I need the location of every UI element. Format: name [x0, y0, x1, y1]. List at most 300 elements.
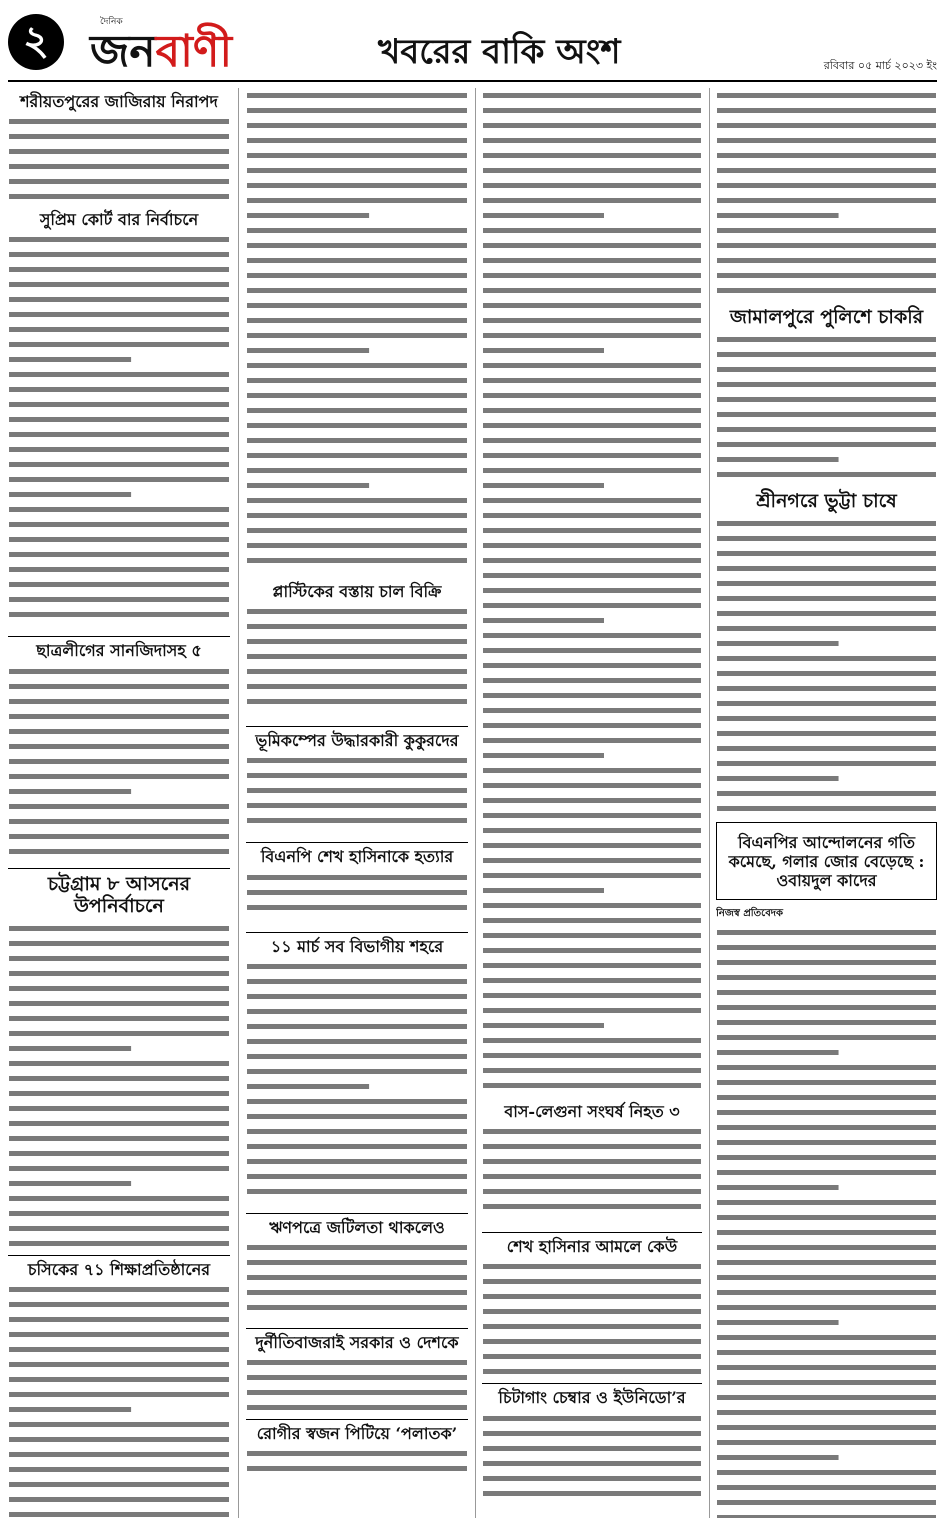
text-line — [483, 723, 701, 728]
text-line — [247, 1009, 467, 1014]
text-line — [717, 442, 936, 447]
text-line — [483, 453, 701, 458]
text-line — [9, 1452, 229, 1457]
text-line — [717, 746, 936, 751]
text-line — [483, 693, 701, 698]
text-line — [483, 768, 701, 773]
headline: শরীয়তপুরের জাজিরায় নিরাপদ — [20, 92, 218, 111]
text-line — [483, 1339, 701, 1344]
text-line — [9, 402, 229, 407]
text-lines — [246, 870, 468, 928]
text-line — [717, 1305, 936, 1310]
text-line — [717, 1320, 839, 1325]
text-line — [483, 1491, 701, 1496]
headline: বাস-লেগুনা সংঘর্ষ নিহত ৩ — [504, 1102, 680, 1121]
headline: ভূমিকম্পের উদ্ধারকারী কুকুরদের — [255, 731, 459, 751]
text-line — [483, 873, 701, 878]
text-line — [717, 1110, 936, 1115]
text-line — [9, 1061, 229, 1066]
headline: ১১ মার্চ সব বিভাগীয় শহরে — [270, 936, 444, 956]
text-line — [717, 716, 936, 721]
text-line — [483, 573, 701, 578]
text-line — [9, 507, 229, 512]
text-line — [717, 536, 936, 541]
text-line — [717, 198, 936, 203]
text-line — [483, 348, 604, 353]
article-body — [8, 664, 230, 864]
article-body — [8, 1282, 230, 1518]
text-line — [717, 1005, 936, 1010]
text-line — [9, 1287, 229, 1292]
text-line — [9, 684, 229, 689]
text-line — [9, 1121, 229, 1126]
headline: ঋণপত্রে জটিলতা থাকলেও — [269, 1217, 445, 1237]
article-body — [246, 870, 468, 928]
logo-name-part2: বাণী — [155, 26, 233, 77]
text-line — [9, 164, 229, 169]
headline: বিএনপি শেখ হাসিনাকে হত্যার — [260, 847, 454, 867]
text-line — [483, 483, 604, 488]
text-line — [483, 1461, 701, 1466]
text-line — [9, 1347, 229, 1352]
text-line — [247, 363, 467, 368]
article-body — [482, 88, 702, 1098]
text-line — [9, 1031, 229, 1036]
headline: চট্টগ্রাম ৮ আসনের উপনির্বাচনে — [47, 872, 191, 918]
text-line — [483, 933, 701, 938]
text-line — [247, 1260, 467, 1265]
text-line — [717, 1275, 936, 1280]
text-line — [247, 654, 467, 659]
text-line — [247, 213, 369, 218]
text-line — [717, 761, 936, 766]
text-line — [247, 699, 467, 704]
text-line — [717, 288, 936, 293]
text-line — [483, 303, 701, 308]
text-line — [483, 558, 701, 563]
text-line — [247, 378, 467, 383]
text-line — [247, 788, 467, 793]
text-line — [483, 528, 701, 533]
article-body — [246, 753, 468, 838]
text-line — [247, 453, 467, 458]
text-line — [9, 522, 229, 527]
text-line — [247, 1069, 467, 1074]
text-line — [717, 1155, 936, 1160]
text-line — [247, 1159, 467, 1164]
text-line — [247, 333, 467, 338]
text-line — [9, 252, 229, 257]
text-line — [9, 1181, 131, 1186]
text-line — [9, 1332, 229, 1337]
text-line — [717, 1425, 936, 1430]
text-line — [9, 597, 229, 602]
text-line — [483, 513, 701, 518]
text-line — [717, 1035, 936, 1040]
text-line — [717, 183, 936, 188]
text-lines — [246, 88, 468, 578]
text-line — [247, 875, 467, 880]
text-line — [9, 1482, 229, 1487]
text-line — [247, 1466, 467, 1471]
text-line — [483, 963, 701, 968]
text-line — [717, 1260, 936, 1265]
text-line — [717, 1365, 936, 1370]
column-4 — [716, 88, 937, 1518]
article-body — [716, 332, 937, 486]
text-line — [9, 1076, 229, 1081]
text-line — [9, 774, 229, 779]
text-line — [717, 367, 936, 372]
text-line — [247, 1174, 467, 1179]
text-line — [9, 1407, 131, 1412]
text-line — [247, 994, 467, 999]
text-lines — [8, 664, 230, 864]
text-line — [717, 1215, 936, 1220]
text-lines — [8, 114, 230, 206]
text-line — [9, 447, 229, 452]
text-line — [717, 412, 936, 417]
text-line — [717, 791, 936, 796]
text-line — [9, 1166, 229, 1171]
text-line — [247, 483, 369, 488]
text-line — [247, 1189, 467, 1194]
text-line — [717, 273, 936, 278]
text-line — [9, 327, 229, 332]
text-line — [9, 1151, 229, 1156]
text-line — [717, 521, 936, 526]
section-title: খবরের বাকি অংশ — [378, 32, 621, 72]
text-line — [9, 1362, 229, 1367]
text-line — [247, 1099, 467, 1104]
headline: জামালপুরে পুলিশে চাকরি — [729, 306, 924, 328]
text-lines — [482, 1259, 702, 1379]
text-line — [247, 758, 467, 763]
article-body — [716, 88, 937, 302]
text-line — [717, 686, 936, 691]
text-line — [247, 669, 467, 674]
text-line — [483, 783, 701, 788]
text-line — [483, 993, 701, 998]
text-line — [247, 1360, 467, 1365]
text-line — [483, 1129, 701, 1134]
text-line — [9, 849, 229, 854]
text-line — [9, 237, 229, 242]
text-line — [717, 701, 936, 706]
text-line — [483, 978, 701, 983]
text-line — [9, 432, 229, 437]
article-body — [246, 1355, 468, 1415]
headline: সুপ্রিম কোর্ট বার নির্বাচনে — [39, 210, 199, 230]
text-line — [483, 1369, 701, 1374]
text-line — [247, 243, 467, 248]
text-line — [717, 581, 936, 586]
text-line — [717, 1470, 936, 1475]
text-line — [9, 759, 229, 764]
article-body — [482, 1259, 702, 1379]
text-line — [247, 408, 467, 413]
text-line — [483, 213, 604, 218]
text-lines — [8, 1282, 230, 1518]
text-lines — [246, 1355, 468, 1415]
text-line — [247, 890, 467, 895]
text-line — [9, 1497, 229, 1502]
text-line — [717, 656, 936, 661]
text-line — [9, 1377, 229, 1382]
text-line — [247, 1290, 467, 1295]
logo-name-part1: জন — [90, 26, 156, 77]
text-line — [247, 609, 467, 614]
text-line — [483, 408, 701, 413]
text-line — [247, 543, 467, 548]
text-line — [9, 699, 229, 704]
text-line — [483, 1159, 701, 1164]
text-line — [483, 1008, 701, 1013]
text-line — [9, 552, 229, 557]
text-line — [9, 1226, 229, 1231]
text-line — [247, 1114, 467, 1119]
text-line — [483, 738, 701, 743]
text-line — [247, 1375, 467, 1380]
text-lines — [716, 925, 937, 1518]
text-line — [717, 596, 936, 601]
newspaper-logo — [90, 14, 233, 77]
text-line — [483, 798, 701, 803]
text-line — [717, 1515, 936, 1518]
text-line — [247, 123, 467, 128]
text-line — [247, 513, 467, 518]
text-line — [483, 813, 701, 818]
headline: দুর্নীতিবাজরাই সরকার ও দেশকে — [255, 1332, 459, 1352]
headline: চসিকের ৭১ শিক্ষাপ্রতিষ্ঠানের — [27, 1260, 211, 1280]
text-line — [483, 288, 701, 293]
column-2 — [246, 88, 468, 1518]
text-line — [483, 1038, 701, 1043]
text-line — [247, 1390, 467, 1395]
text-line — [9, 149, 229, 154]
text-line — [717, 123, 936, 128]
text-line — [483, 363, 701, 368]
text-line — [247, 258, 467, 263]
text-line — [9, 714, 229, 719]
text-line — [247, 1024, 467, 1029]
column-1 — [8, 88, 230, 1518]
text-line — [9, 134, 229, 139]
text-line — [247, 168, 467, 173]
text-line — [247, 1275, 467, 1280]
column-divider — [475, 88, 476, 1518]
text-line — [247, 1054, 467, 1059]
headline: শেখ হাসিনার আমলে কেউ — [506, 1237, 678, 1257]
text-line — [717, 258, 936, 263]
text-line — [9, 567, 229, 572]
text-line — [247, 964, 467, 969]
text-line — [483, 498, 701, 503]
text-line — [483, 138, 701, 143]
text-line — [483, 1354, 701, 1359]
text-line — [9, 267, 229, 272]
text-line — [9, 819, 229, 824]
text-line — [9, 537, 229, 542]
text-line — [9, 1196, 229, 1201]
text-line — [717, 352, 936, 357]
text-line — [717, 213, 839, 218]
text-line — [247, 318, 467, 323]
text-line — [247, 303, 467, 308]
text-line — [717, 337, 936, 342]
text-lines — [246, 1446, 468, 1486]
headline: প্লাস্টিকের বস্তায় চাল বিক্রি — [272, 582, 442, 601]
text-line — [717, 566, 936, 571]
text-line — [9, 612, 229, 617]
text-lines — [482, 1124, 702, 1228]
text-line — [9, 194, 229, 199]
text-line — [483, 1204, 701, 1209]
text-line — [247, 348, 369, 353]
text-line — [717, 138, 936, 143]
text-line — [717, 1410, 936, 1415]
text-line — [9, 926, 229, 931]
text-line — [247, 393, 467, 398]
text-line — [247, 1305, 467, 1310]
text-line — [483, 393, 701, 398]
text-line — [9, 956, 229, 961]
headline: ছাত্রলীগের সানজিদাসহ ৫ — [36, 641, 202, 661]
text-line — [247, 818, 467, 823]
text-line — [717, 1395, 936, 1400]
text-line — [9, 971, 229, 976]
text-line — [247, 1405, 467, 1410]
page-number: ২ — [8, 14, 64, 70]
text-line — [717, 611, 936, 616]
text-line — [717, 1200, 936, 1205]
dateline: রবিবার ০৫ মার্চ ২০২৩ ইং — [823, 59, 937, 72]
text-line — [247, 198, 467, 203]
text-line — [9, 1001, 229, 1006]
text-line — [247, 1039, 467, 1044]
text-lines — [716, 88, 937, 302]
text-line — [9, 1512, 229, 1517]
text-line — [483, 258, 701, 263]
article-body — [482, 1124, 702, 1228]
text-lines — [482, 88, 702, 1098]
text-line — [247, 684, 467, 689]
article-body — [8, 232, 230, 632]
text-line — [9, 1317, 229, 1322]
text-line — [483, 438, 701, 443]
text-line — [9, 1046, 131, 1051]
text-line — [717, 228, 936, 233]
text-line — [717, 1170, 936, 1175]
text-line — [9, 1422, 229, 1427]
text-line — [483, 828, 701, 833]
text-line — [717, 1500, 936, 1505]
text-line — [483, 1309, 701, 1314]
text-line — [717, 1185, 839, 1190]
text-line — [717, 975, 936, 980]
text-line — [9, 357, 131, 362]
text-line — [9, 477, 229, 482]
headline: শ্রীনগরে ভুট্টা চাষে — [756, 489, 897, 512]
text-line — [717, 93, 936, 98]
text-line — [9, 1211, 229, 1216]
text-line — [717, 1485, 936, 1490]
text-line — [717, 1125, 936, 1130]
text-line — [9, 372, 229, 377]
text-line — [483, 168, 701, 173]
text-line — [483, 1416, 701, 1421]
text-line — [9, 729, 229, 734]
text-line — [483, 1174, 701, 1179]
text-line — [247, 138, 467, 143]
text-line — [247, 624, 467, 629]
text-lines — [246, 604, 468, 722]
masthead — [8, 8, 937, 82]
text-lines — [716, 516, 937, 816]
text-line — [717, 457, 839, 462]
text-line — [483, 123, 701, 128]
text-line — [483, 633, 701, 638]
article-body — [246, 1446, 468, 1486]
text-line — [717, 626, 936, 631]
text-line — [483, 273, 701, 278]
column-3 — [482, 88, 702, 1518]
text-line — [9, 1016, 229, 1021]
text-line — [483, 603, 701, 608]
text-line — [9, 744, 229, 749]
text-line — [247, 1144, 467, 1149]
text-line — [717, 1065, 936, 1070]
text-line — [9, 1241, 229, 1246]
text-line — [717, 990, 936, 995]
text-line — [247, 803, 467, 808]
text-line — [483, 378, 701, 383]
text-line — [717, 1020, 936, 1025]
text-line — [483, 198, 701, 203]
text-line — [9, 1091, 229, 1096]
text-line — [9, 582, 229, 587]
headline: বিএনপির আন্দোলনের গতি কমেছে, গলার জোর বেড়েছে : ওবায়দুল কাদের — [728, 832, 925, 890]
column-divider — [709, 88, 710, 1518]
text-line — [717, 397, 936, 402]
text-line — [9, 986, 229, 991]
text-line — [483, 903, 701, 908]
text-lines — [482, 1411, 702, 1511]
article-body — [482, 1411, 702, 1511]
text-line — [9, 179, 229, 184]
text-line — [717, 1095, 936, 1100]
text-line — [247, 498, 467, 503]
text-line — [247, 228, 467, 233]
text-line — [9, 1467, 229, 1472]
text-line — [247, 1245, 467, 1250]
text-line — [717, 1080, 936, 1085]
text-line — [717, 551, 936, 556]
text-line — [247, 1084, 369, 1089]
text-line — [247, 273, 467, 278]
article-body — [8, 921, 230, 1251]
text-line — [247, 1129, 467, 1134]
text-line — [483, 843, 701, 848]
text-line — [483, 543, 701, 548]
text-line — [9, 342, 229, 347]
text-line — [717, 382, 936, 387]
text-line — [247, 905, 467, 910]
text-line — [9, 492, 131, 497]
text-line — [483, 618, 604, 623]
text-line — [717, 930, 936, 935]
text-line — [483, 1446, 701, 1451]
